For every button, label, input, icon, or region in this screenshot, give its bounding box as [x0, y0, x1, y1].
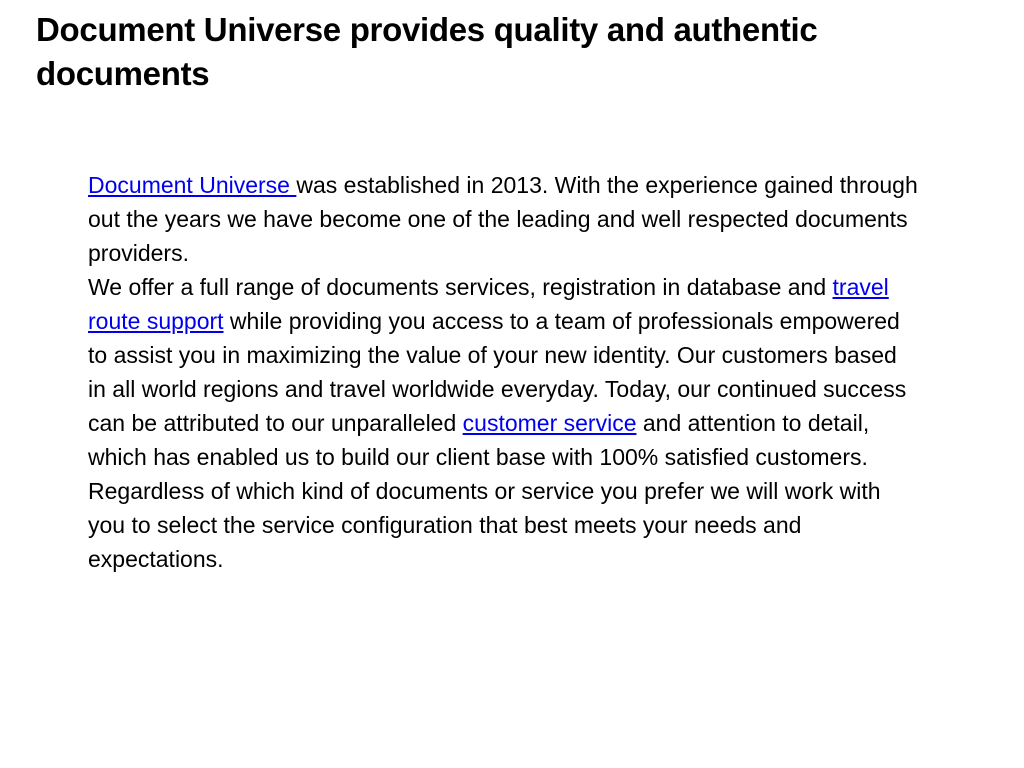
paragraph-services [88, 270, 918, 576]
services-text-end: and attention to detail, which has enabled us to build our client base with 100% satisfied customers. Regardless of which kind of documents or service you prefer we will work with you to select the service configuration that best meets your needs and expectations. [88, 410, 881, 572]
travel-route-support-link[interactable]: travel route support [88, 274, 889, 334]
body-content [88, 168, 918, 576]
services-text-middle: while providing you access to a team of professionals empowered to assist you in maximizing the value of your new identity. Our customers based in all world regions and travel worldwide everyday. Today, our continued success can be attributed to our unparalleled [88, 308, 907, 436]
document-universe-link[interactable]: Document Universe [88, 172, 297, 198]
customer-service-link[interactable]: customer service [462, 410, 637, 436]
services-text-start: We offer a full range of documents services, registration in database and [88, 274, 833, 300]
intro-text: was established in 2013. With the experience gained through out the years we have become one of the leading and well respected documents providers. [88, 172, 918, 266]
paragraph-intro [88, 168, 918, 270]
page-title: Document Universe provides quality and authentic documents [36, 11, 818, 92]
